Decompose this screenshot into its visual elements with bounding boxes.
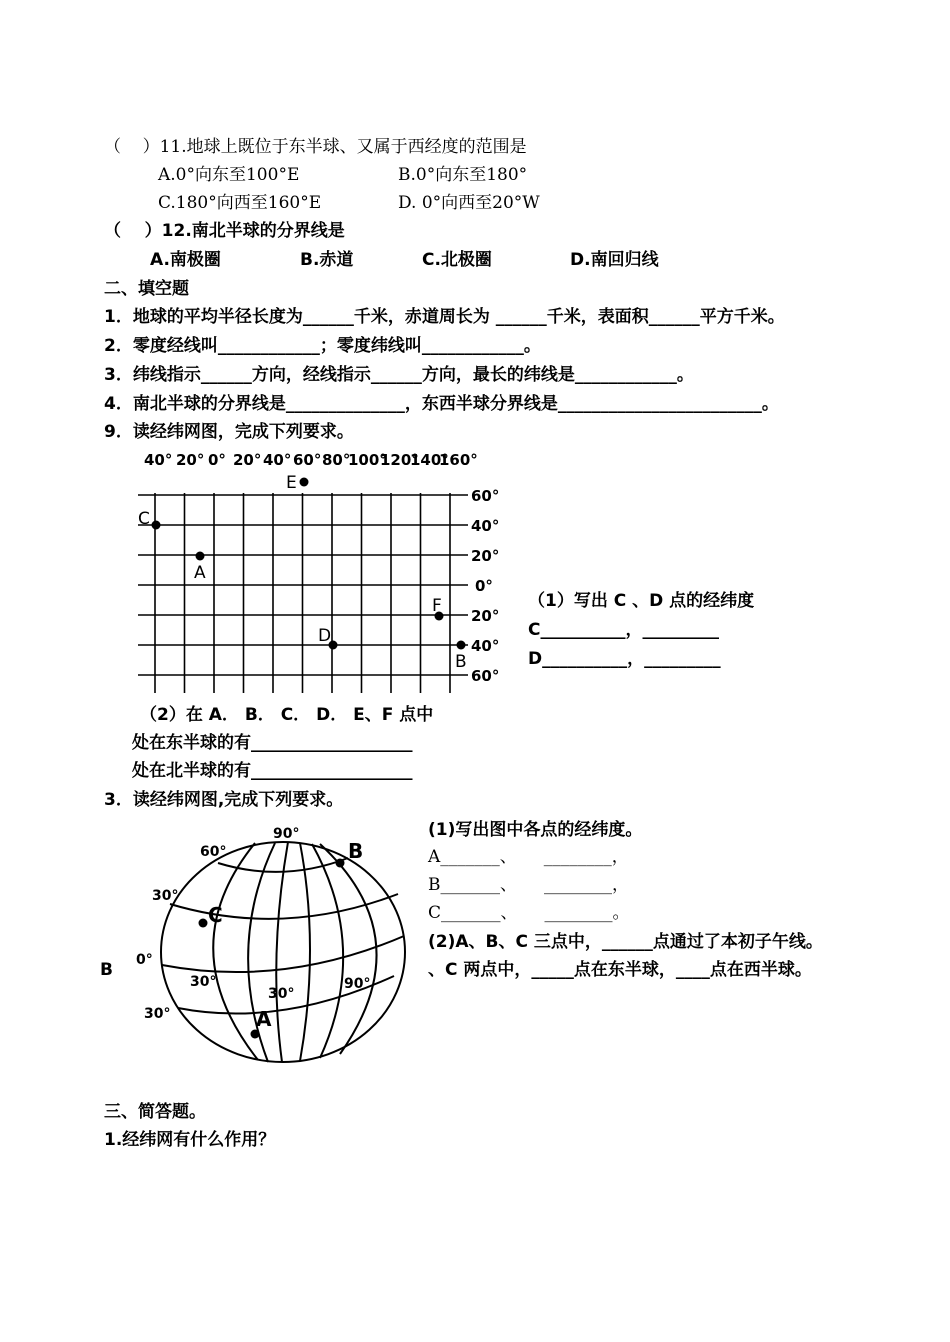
q3-part2-cont: 、C 两点中，_____点在东半球，____点在西半球。 (428, 960, 812, 980)
grid-label-c: C (138, 509, 150, 529)
q3-part1: (1)写出图中各点的经纬度。 (428, 820, 643, 840)
lat-long-grid (130, 445, 510, 700)
grid-label-d: D (318, 626, 332, 646)
grid-top-label: 140° (410, 451, 449, 469)
grid-q2: （2）在 A． B． C． D． E、F 点中 (140, 705, 434, 725)
fill-line-4: 4．南北半球的分界线是______________，东西半球分界线是________________________。 (104, 394, 779, 414)
globe-label-0: 0° (136, 952, 153, 968)
grid-top-label: 0° (208, 451, 226, 469)
grid-label-a: A (194, 563, 206, 583)
globe-label-30-south: 30° (144, 1006, 171, 1022)
grid-label-f: F (432, 596, 442, 616)
grid-right-label: 60° (471, 667, 500, 685)
grid-label-e: E (286, 473, 297, 493)
grid-point-b (457, 641, 466, 650)
grid-right-label: 20° (471, 547, 500, 565)
grid-right-label: 40° (471, 637, 500, 655)
grid-q1-d-line: D__________，_________ (528, 649, 721, 669)
q11-option-d: D. 0°向西至20°W (398, 193, 540, 213)
globe-label-30-west: 30° (190, 974, 217, 990)
globe-label-60: 60° (200, 844, 227, 860)
section3-title: 三、简答题。 (104, 1102, 206, 1122)
q11-option-b: B.0°向东至180° (398, 165, 528, 185)
globe-label-90-east: 90° (344, 976, 371, 992)
globe-label-30-north: 30° (152, 888, 179, 904)
q11-option-a: A.0°向东至100°E (158, 165, 300, 185)
section3-q1: 1.经纬网有什么作用？ (104, 1130, 276, 1150)
grid-point-a (196, 552, 205, 561)
fill-line-1: 1．地球的平均半径长度为______千米，赤道周长为 ______千米，表面积______平方千米。 (104, 307, 785, 327)
q3-b-line: B_______、 ________， (428, 875, 630, 895)
q3-title: 3．读经纬网图,完成下列要求。 (104, 790, 344, 810)
grid-top-label: 160° (439, 451, 478, 469)
q3-left-b: B (100, 960, 113, 980)
grid-point-e (300, 478, 309, 487)
grid-top-label: 20° (233, 451, 262, 469)
grid-q1-c-line: C__________，_________ (528, 620, 719, 640)
q3-a-line: A_______、 ________， (428, 847, 629, 867)
grid-top-label: 40° (144, 451, 173, 469)
fill-line-9: 9．读经纬网图，完成下列要求。 (104, 422, 354, 442)
section2-title: 二、填空题 (104, 279, 189, 299)
globe-label-c: C (208, 903, 223, 927)
q11-option-c: C.180°向西至160°E (158, 193, 322, 213)
grid-top-label: 40° (263, 451, 292, 469)
grid-top-label: 60° (293, 451, 322, 469)
globe-label-90-top: 90° (273, 826, 300, 842)
globe-label-30-center: 30° (268, 986, 295, 1002)
q3-part2: (2)A、B、C 三点中，______点通过了本初子午线。 (428, 932, 823, 952)
grid-point-c (152, 521, 161, 530)
q12-option-d: D.南回归线 (570, 250, 659, 270)
grid-top-label: 100° (348, 451, 387, 469)
globe-diagram (130, 818, 425, 1070)
q3-c-line: C_______、 ________。 (428, 903, 630, 923)
q12-option-a: A.南极圈 (150, 250, 221, 270)
grid-top-label: 120° (380, 451, 419, 469)
q12-option-c: C.北极圈 (422, 250, 492, 270)
grid-right-label: 60° (471, 487, 500, 505)
globe-point-b (336, 859, 345, 868)
fill-line-2: 2．零度经线叫____________；零度纬线叫____________。 (104, 336, 541, 356)
grid-q1: （1）写出 C 、D 点的经纬度 (528, 591, 755, 611)
grid-top-label: 20° (176, 451, 205, 469)
q12-stem: （ ）12.南北半球的分界线是 (104, 221, 345, 241)
globe-label-b: B (348, 839, 364, 863)
globe-point-c (199, 919, 208, 928)
fill-line-3: 3．纬线指示______方向，经线指示______方向，最长的纬线是____________。 (104, 365, 694, 385)
globe-label-a: A (256, 1007, 272, 1031)
q12-option-b: B.赤道 (300, 250, 354, 270)
grid-label-b: B (455, 652, 467, 672)
grid-q2-east: 处在东半球的有___________________ (132, 733, 413, 753)
q11-stem: （ ）11.地球上既位于东半球、又属于西经度的范围是 (104, 137, 527, 157)
grid-right-label: 40° (471, 517, 500, 535)
grid-right-label: 20° (471, 607, 500, 625)
grid-q2-north: 处在北半球的有___________________ (132, 761, 413, 781)
grid-right-label: 0° (475, 577, 493, 595)
grid-top-label: 80° (322, 451, 351, 469)
